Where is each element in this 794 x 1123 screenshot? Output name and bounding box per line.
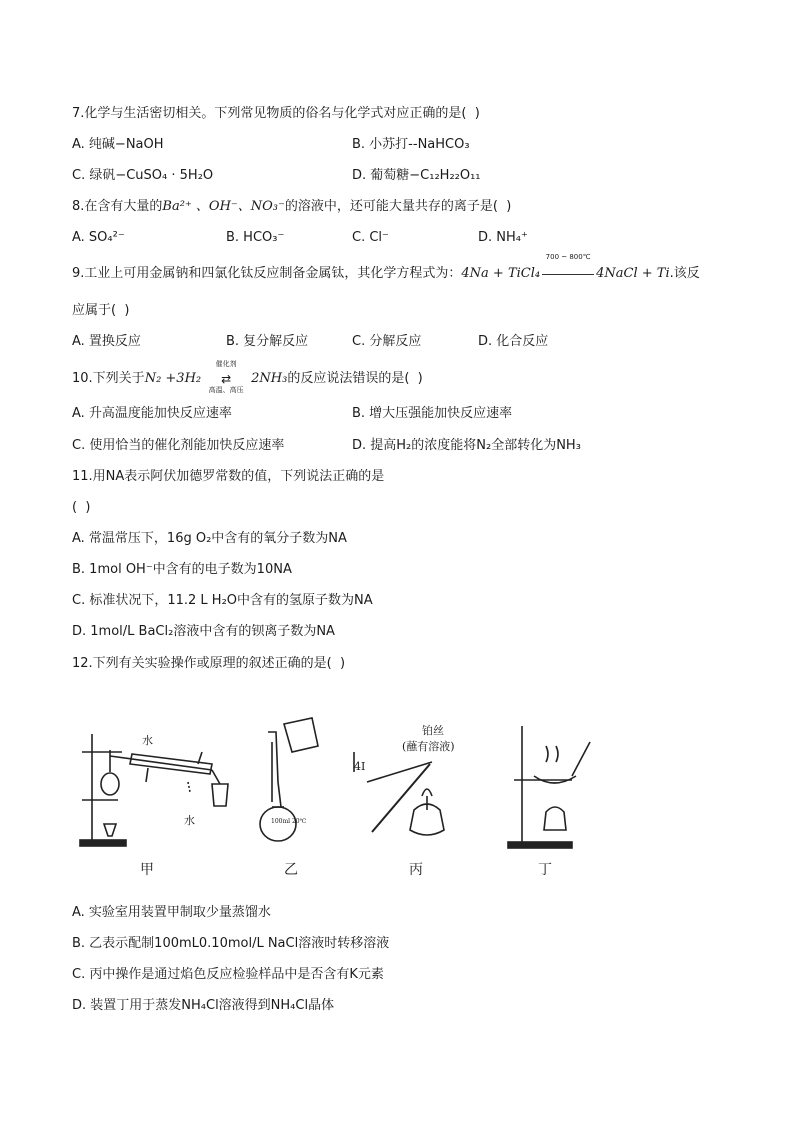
q9-option-c: C. 分解反应	[352, 334, 422, 349]
jia-flask	[101, 773, 119, 795]
q11-paren: ( )	[72, 500, 91, 515]
q11-option-b: B. 1mol OH⁻中含有的电子数为10NA	[72, 562, 292, 577]
bing-flame	[422, 789, 432, 796]
q9-condition-text: 700 ~ 800℃	[545, 252, 591, 261]
q9-reaction-condition	[542, 252, 594, 275]
q10-stem-prefix: 10.下列关于	[72, 371, 145, 386]
q8-stem-prefix: 8.在含有大量的	[72, 199, 163, 214]
q7-stem: 7.化学与生活密切相关。下列常见物质的俗名与化学式对应正确的是( )	[72, 106, 480, 121]
q12-apparatus-figure	[72, 712, 602, 887]
q10-cond-bottom: 高温、高压	[208, 385, 244, 394]
q11-stem: 11.用NA表示阿伏加德罗常数的值，下列说法正确的是	[72, 469, 385, 484]
fig-label-bing: 丙	[409, 862, 423, 878]
bing-rod	[372, 764, 430, 832]
q10-option-d: D. 提高H₂的浓度能将N₂全部转化为NH₃	[352, 438, 581, 453]
fig-label-flask: 100ml 20℃	[271, 818, 307, 825]
q9-stem-suffix: .该反	[669, 266, 700, 281]
q12-option-c: C. 丙中操作是通过焰色反应检验样品中是否含有K元素	[72, 967, 384, 982]
q8-option-d: D. NH₄⁺	[478, 230, 528, 245]
q11-option-a: A. 常温常压下，16g O₂中含有的氧分子数为NA	[72, 531, 347, 546]
q7-option-c: C. 绿矾−CuSO₄ · 5H₂O	[72, 168, 214, 183]
q7-option-b: B. 小苏打--NaHCO₃	[352, 137, 470, 152]
q10-reaction-condition	[203, 359, 249, 394]
ding-lamp	[544, 807, 566, 830]
fig-label-jia: 甲	[140, 862, 154, 878]
ding-stand-base	[508, 842, 572, 848]
jia-stand-base	[80, 840, 126, 846]
jia-burner	[104, 824, 116, 836]
q10-rhs: 2NH₃	[251, 371, 288, 386]
q7-option-d: D. 葡萄糖−C₁₂H₂₂O₁₁	[352, 168, 481, 183]
q11-option-d: D. 1mol/L BaCl₂溶液中含有的钡离子数为NA	[72, 624, 335, 639]
q10-option-b: B. 增大压强能加快反应速率	[352, 406, 513, 421]
q7-option-a: A. 纯碱−NaOH	[72, 137, 164, 152]
q8-option-a: A. SO₄²⁻	[72, 230, 125, 245]
q8-option-b: B. HCO₃⁻	[226, 230, 285, 245]
q12-option-a: A. 实验室用装置甲制取少量蒸馏水	[72, 905, 271, 920]
fig-label-yi: 乙	[284, 862, 298, 878]
q9-stem-line2: 应属于( )	[72, 303, 130, 318]
q9-stem-prefix: 9.工业上可用金属钠和四氯化钛反应制备金属钛，其化学方程式为：	[72, 266, 462, 281]
fig-label-pt-wire: 铂丝	[422, 724, 444, 737]
q9-rhs: 4NaCl + Ti	[596, 266, 670, 281]
q9-option-b: B. 复分解反应	[226, 334, 309, 349]
ding-vapor	[546, 746, 558, 762]
q10-stem	[72, 359, 423, 394]
ding-glass-rod	[572, 742, 590, 776]
q9-equal-line	[542, 265, 594, 275]
jia-receiver	[212, 784, 228, 806]
q9-lhs: 4Na + TiCl₄	[461, 266, 541, 281]
q9-option-a: A. 置换反应	[72, 334, 141, 349]
q10-cond-top: 催化剂	[215, 359, 237, 368]
fig-label-side: 4I	[354, 760, 366, 773]
q9-option-d: D. 化合反应	[478, 334, 549, 349]
yi-beaker	[284, 718, 318, 752]
q12-option-b: B. 乙表示配制100mL0.10mol/L NaCl溶液时转移溶液	[72, 936, 390, 951]
fig-label-dip: (蘸有溶液)	[402, 740, 455, 753]
q8-ions: Ba²⁺ 、OH⁻、NO₃⁻	[162, 199, 285, 214]
q10-option-c: C. 使用恰当的催化剂能加快反应速率	[72, 438, 285, 453]
q8-option-c: C. Cl⁻	[352, 230, 389, 245]
q11-option-c: C. 标准状况下，11.2 L H₂O中含有的氢原子数为NA	[72, 593, 373, 608]
fig-label-water-top: 水	[142, 734, 153, 747]
q10-option-a: A. 升高温度能加快反应速率	[72, 406, 232, 421]
q12-stem: 12.下列有关实验操作或原理的叙述正确的是( )	[72, 656, 346, 671]
q8-stem	[72, 198, 511, 216]
q8-stem-suffix: 的溶液中，还可能大量共存的离子是( )	[284, 199, 512, 214]
fig-label-water-bottom: 水	[184, 814, 195, 827]
q9-stem	[72, 252, 700, 283]
q10-lhs: N₂ +3H₂	[144, 371, 202, 386]
reversible-arrow-icon: ⇄	[221, 371, 232, 386]
fig-label-ding: 丁	[538, 862, 552, 878]
q12-option-d: D. 装置丁用于蒸发NH₄Cl溶液得到NH₄Cl晶体	[72, 998, 335, 1013]
q10-stem-suffix: 的反应说法错误的是( )	[287, 371, 423, 386]
